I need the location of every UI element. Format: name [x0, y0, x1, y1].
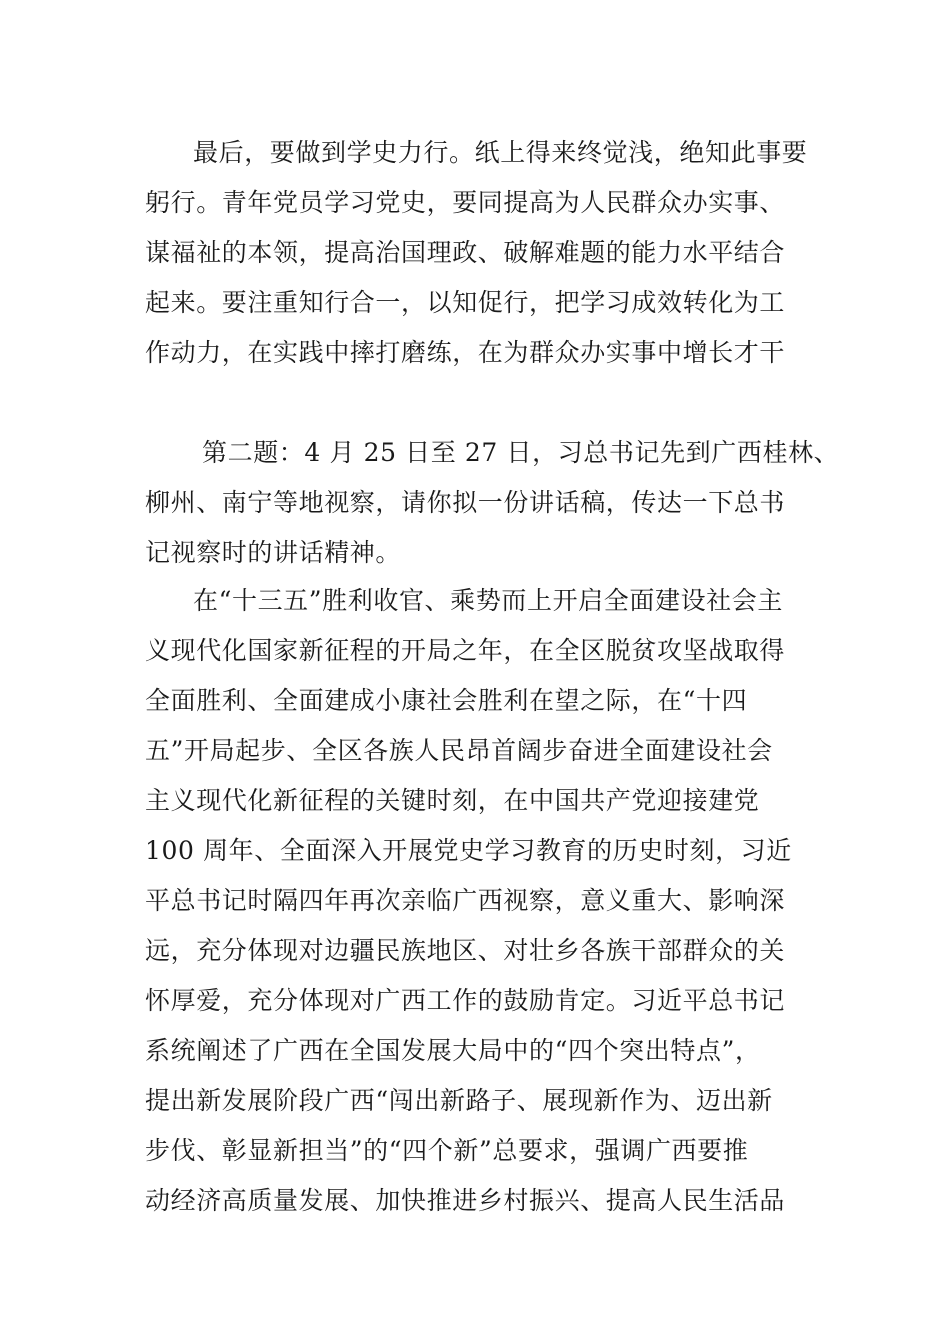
- question-2-line-3: 记视察时的讲话精神。: [145, 538, 402, 567]
- paragraph-2-line-11: 提出新发展阶段广西“闯出新路子、展现新作为、迈出新: [145, 1086, 773, 1115]
- question-2-line-2: 柳州、南宁等地视察，请你拟一份讲话稿，传达一下总书: [145, 488, 786, 517]
- paragraph-2-line-8: 远，充分体现对边疆民族地区、对壮乡各族干部群众的关: [145, 936, 786, 965]
- paragraph-2-line-9: 怀厚爱，充分体现对广西工作的鼓励肯定。习近平总书记: [145, 986, 786, 1015]
- paragraph-1-line-2: 躬行。青年党员学习党史，要同提高为人民群众办实事、: [145, 188, 786, 217]
- question-2-line-1: 第二题：4 月 25 日至 27 日，习总书记先到广西桂林、: [202, 438, 840, 467]
- paragraph-2-line-2: 义现代化国家新征程的开局之年，在全区脱贫攻坚战取得: [145, 636, 786, 665]
- paragraph-2-line-5: 主义现代化新征程的关键时刻，在中国共产党迎接建党: [145, 786, 760, 815]
- paragraph-2-line-1: 在“十三五”胜利收官、乘势而上开启全面建设社会主: [193, 586, 783, 615]
- paragraph-2-line-12: 步伐、彰显新担当”的“四个新”总要求，强调广西要推: [145, 1136, 749, 1165]
- paragraph-2-line-4: 五”开局起步、全区各族人民昂首阔步奋进全面建设社会: [145, 736, 773, 765]
- paragraph-1-line-4: 起来。要注重知行合一，以知促行，把学习成效转化为工: [145, 288, 786, 317]
- paragraph-2-line-3: 全面胜利、全面建成小康社会胜利在望之际，在“十四: [145, 686, 748, 715]
- paragraph-2-line-13: 动经济高质量发展、加快推进乡村振兴、提高人民生活品: [145, 1186, 786, 1215]
- paragraph-1-line-1: 最后，要做到学史力行。纸上得来终觉浅，绝知此事要: [193, 138, 808, 167]
- paragraph-2-line-6: 100 周年、全面深入开展党史学习教育的历史时刻，习近: [145, 836, 792, 865]
- paragraph-1-line-3: 谋福祉的本领，提高治国理政、破解难题的能力水平结合: [145, 238, 786, 267]
- paragraph-2-line-7: 平总书记时隔四年再次亲临广西视察，意义重大、影响深: [145, 886, 786, 915]
- paragraph-1-line-5: 作动力，在实践中摔打磨练，在为群众办实事中增长才干: [145, 338, 786, 367]
- paragraph-2-line-10: 系统阐述了广西在全国发展大局中的“四个突出特点”，: [145, 1036, 761, 1065]
